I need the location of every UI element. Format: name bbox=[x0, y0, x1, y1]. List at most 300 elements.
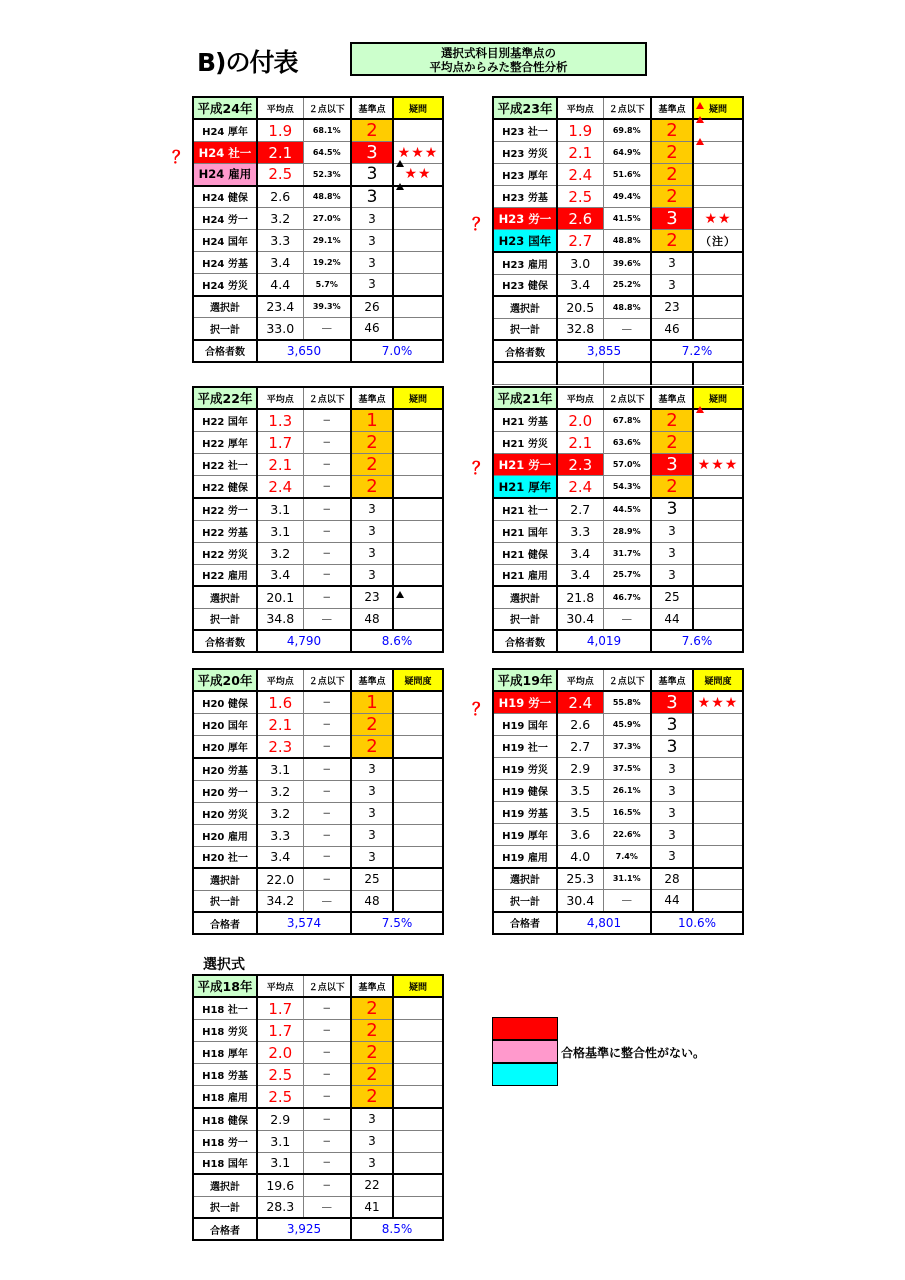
avg-cell: 3.4 bbox=[257, 564, 303, 586]
doubt-cell bbox=[393, 252, 443, 274]
triangle-marker-icon bbox=[696, 138, 704, 145]
passers-label: 合格者数 bbox=[193, 630, 257, 652]
doubt-cell bbox=[393, 714, 443, 736]
empty-row bbox=[493, 362, 743, 384]
below2-cell: － bbox=[303, 780, 351, 802]
table-h21 bbox=[492, 386, 744, 653]
below2-header: ２点以下 bbox=[603, 669, 651, 691]
avg-cell: 2.1 bbox=[257, 454, 303, 476]
total-below2: － bbox=[603, 890, 651, 912]
doubt-cell bbox=[393, 564, 443, 586]
avg-cell: 3.4 bbox=[557, 542, 603, 564]
avg-cell: 2.5 bbox=[557, 186, 603, 208]
triangle-marker-icon bbox=[696, 116, 704, 123]
legend-swatch-pink bbox=[492, 1040, 558, 1063]
doubt-cell bbox=[693, 476, 743, 499]
total-doubt bbox=[693, 586, 743, 608]
standard-cell: 3 bbox=[651, 454, 693, 476]
total-label: 択一計 bbox=[493, 608, 557, 630]
total-avg: 25.3 bbox=[557, 868, 603, 890]
table-row bbox=[493, 119, 743, 142]
passers-row bbox=[493, 340, 743, 362]
total-doubt bbox=[693, 608, 743, 630]
standard-cell: 2 bbox=[651, 432, 693, 454]
table-row bbox=[193, 846, 443, 868]
below2-cell: 67.8% bbox=[603, 409, 651, 432]
total-below2: 46.7% bbox=[603, 586, 651, 608]
total-choice-row bbox=[493, 608, 743, 630]
subject-cell: H23 雇用 bbox=[493, 252, 557, 274]
below2-cell: 39.6% bbox=[603, 252, 651, 274]
avg-header: 平均点 bbox=[557, 387, 603, 409]
avg-cell: 2.0 bbox=[557, 409, 603, 432]
avg-header: 平均点 bbox=[257, 975, 303, 997]
standard-cell: 3 bbox=[351, 1152, 393, 1174]
total-select-row bbox=[193, 586, 443, 608]
subject-cell: H24 労災 bbox=[193, 274, 257, 296]
subject-cell: H21 労災 bbox=[493, 432, 557, 454]
table-row bbox=[493, 758, 743, 780]
title-line-2: 平均点からみた整合性分析 bbox=[429, 60, 568, 74]
table-row bbox=[493, 802, 743, 824]
passers-count: 3,574 bbox=[257, 912, 351, 934]
doubt-cell bbox=[393, 1108, 443, 1130]
total-standard: 44 bbox=[651, 890, 693, 912]
doubt-cell bbox=[393, 691, 443, 714]
passers-row bbox=[493, 630, 743, 652]
below2-cell: 5.7% bbox=[303, 274, 351, 296]
question-mark-h21: ？ bbox=[472, 459, 489, 479]
subject-cell: H21 国年 bbox=[493, 520, 557, 542]
table-row bbox=[193, 274, 443, 296]
table-row bbox=[493, 542, 743, 564]
standard-cell: 2 bbox=[351, 997, 393, 1020]
standard-cell: 2 bbox=[351, 1064, 393, 1086]
doubt-cell bbox=[393, 542, 443, 564]
standard-cell: 3 bbox=[351, 758, 393, 780]
passers-rate: 8.5% bbox=[351, 1218, 443, 1240]
standard-cell: 3 bbox=[651, 542, 693, 564]
below2-cell: 48.8% bbox=[603, 230, 651, 253]
table-row bbox=[193, 432, 443, 454]
total-label: 択一計 bbox=[193, 1196, 257, 1218]
section-label: 選択式 bbox=[203, 957, 245, 973]
doubt-cell bbox=[393, 1064, 443, 1086]
subject-cell: H21 健保 bbox=[493, 542, 557, 564]
table-row bbox=[193, 1108, 443, 1130]
avg-cell: 3.2 bbox=[257, 802, 303, 824]
total-doubt bbox=[693, 318, 743, 340]
table-row bbox=[193, 1130, 443, 1152]
doubt-cell bbox=[693, 520, 743, 542]
total-select-row bbox=[193, 296, 443, 318]
avg-header: 平均点 bbox=[257, 669, 303, 691]
standard-cell: 3 bbox=[351, 164, 393, 186]
subject-cell: H19 社一 bbox=[493, 736, 557, 758]
standard-header: 基準点 bbox=[351, 669, 393, 691]
subject-cell: H22 社一 bbox=[193, 454, 257, 476]
subject-cell: H24 厚年 bbox=[193, 119, 257, 142]
below2-header: ２点以下 bbox=[603, 97, 651, 119]
avg-cell: 1.7 bbox=[257, 432, 303, 454]
passers-row bbox=[193, 340, 443, 362]
total-doubt bbox=[693, 868, 743, 890]
total-below2: 39.3% bbox=[303, 296, 351, 318]
subject-cell: H20 国年 bbox=[193, 714, 257, 736]
avg-cell: 2.6 bbox=[257, 186, 303, 208]
question-mark-h19: ？ bbox=[472, 700, 489, 720]
subject-cell: H18 社一 bbox=[193, 997, 257, 1020]
subject-cell: H19 雇用 bbox=[493, 846, 557, 868]
empty-cell bbox=[493, 362, 557, 384]
total-standard: 46 bbox=[351, 318, 393, 340]
doubt-cell bbox=[693, 758, 743, 780]
table-header-row bbox=[193, 387, 443, 409]
below2-cell: － bbox=[303, 498, 351, 520]
passers-count: 3,925 bbox=[257, 1218, 351, 1240]
below2-cell: 63.6% bbox=[603, 432, 651, 454]
below2-cell: － bbox=[303, 432, 351, 454]
table-row bbox=[193, 186, 443, 208]
doubt-header: 疑問 bbox=[393, 387, 443, 409]
standard-cell: 2 bbox=[351, 1042, 393, 1064]
subject-cell: H23 国年 bbox=[493, 230, 557, 253]
subject-cell: H18 国年 bbox=[193, 1152, 257, 1174]
year-header: 平成21年 bbox=[493, 387, 557, 409]
doubt-header: 疑問 bbox=[393, 975, 443, 997]
avg-cell: 2.5 bbox=[257, 1086, 303, 1109]
avg-cell: 3.6 bbox=[557, 824, 603, 846]
avg-cell: 2.5 bbox=[257, 1064, 303, 1086]
doubt-header: 疑問 bbox=[693, 97, 743, 119]
standard-cell: 3 bbox=[351, 498, 393, 520]
doubt-header: 疑問 bbox=[393, 97, 443, 119]
total-label: 選択計 bbox=[193, 868, 257, 890]
below2-cell: － bbox=[303, 1130, 351, 1152]
standard-header: 基準点 bbox=[651, 669, 693, 691]
subject-cell: H20 労災 bbox=[193, 802, 257, 824]
subject-cell: H20 労一 bbox=[193, 780, 257, 802]
avg-cell: 1.7 bbox=[257, 1020, 303, 1042]
doubt-cell bbox=[393, 1042, 443, 1064]
below2-cell: 25.7% bbox=[603, 564, 651, 586]
total-label: 択一計 bbox=[493, 318, 557, 340]
doubt-cell: ★★★ bbox=[693, 691, 743, 714]
subject-cell: H22 健保 bbox=[193, 476, 257, 499]
table-row bbox=[493, 476, 743, 499]
avg-cell: 2.6 bbox=[557, 208, 603, 230]
table-h18 bbox=[192, 974, 444, 1241]
below2-cell: － bbox=[303, 846, 351, 868]
below2-cell: 51.6% bbox=[603, 164, 651, 186]
subject-cell: H19 労一 bbox=[493, 691, 557, 714]
table-header-row bbox=[193, 97, 443, 119]
triangle-marker-icon bbox=[696, 406, 704, 413]
standard-cell: 3 bbox=[351, 208, 393, 230]
passers-label: 合格者数 bbox=[193, 340, 257, 362]
table-row bbox=[193, 164, 443, 186]
standard-cell: 3 bbox=[651, 846, 693, 868]
standard-cell: 3 bbox=[651, 714, 693, 736]
table-row bbox=[193, 409, 443, 432]
table-row bbox=[193, 1020, 443, 1042]
total-below2: － bbox=[303, 1196, 351, 1218]
total-avg: 23.4 bbox=[257, 296, 303, 318]
total-label: 択一計 bbox=[193, 890, 257, 912]
table-row bbox=[193, 520, 443, 542]
table-row bbox=[493, 252, 743, 274]
subject-cell: H20 厚年 bbox=[193, 736, 257, 759]
doubt-cell bbox=[393, 186, 443, 208]
total-below2: － bbox=[303, 318, 351, 340]
standard-cell: 2 bbox=[651, 119, 693, 142]
year-header: 平成24年 bbox=[193, 97, 257, 119]
passers-label: 合格者 bbox=[493, 912, 557, 934]
avg-cell: 3.1 bbox=[257, 520, 303, 542]
table-row bbox=[193, 142, 443, 164]
subject-cell: H24 労基 bbox=[193, 252, 257, 274]
passers-count: 3,855 bbox=[557, 340, 651, 362]
total-below2: － bbox=[303, 608, 351, 630]
table-row bbox=[493, 164, 743, 186]
passers-rate: 7.6% bbox=[651, 630, 743, 652]
below2-cell: － bbox=[303, 758, 351, 780]
total-below2: 31.1% bbox=[603, 868, 651, 890]
total-doubt bbox=[393, 318, 443, 340]
subject-cell: H21 厚年 bbox=[493, 476, 557, 499]
doubt-cell bbox=[393, 1020, 443, 1042]
year-header: 平成22年 bbox=[193, 387, 257, 409]
below2-cell: 68.1% bbox=[303, 119, 351, 142]
below2-cell: 22.6% bbox=[603, 824, 651, 846]
standard-cell: 3 bbox=[351, 542, 393, 564]
table-row bbox=[193, 208, 443, 230]
standard-cell: 3 bbox=[351, 252, 393, 274]
total-choice-row bbox=[193, 318, 443, 340]
doubt-cell bbox=[693, 780, 743, 802]
subject-cell: H22 労災 bbox=[193, 542, 257, 564]
year-header: 平成19年 bbox=[493, 669, 557, 691]
total-label: 選択計 bbox=[493, 296, 557, 318]
total-label: 択一計 bbox=[193, 318, 257, 340]
below2-cell: － bbox=[303, 520, 351, 542]
subject-cell: H20 労基 bbox=[193, 758, 257, 780]
avg-cell: 3.4 bbox=[257, 252, 303, 274]
empty-cell bbox=[693, 362, 743, 384]
subject-cell: H22 労基 bbox=[193, 520, 257, 542]
total-label: 選択計 bbox=[493, 868, 557, 890]
doubt-header: 疑問 bbox=[693, 387, 743, 409]
avg-cell: 3.2 bbox=[257, 780, 303, 802]
below2-cell: 49.4% bbox=[603, 186, 651, 208]
avg-cell: 3.2 bbox=[257, 542, 303, 564]
total-standard: 23 bbox=[651, 296, 693, 318]
subject-cell: H24 雇用 bbox=[193, 164, 257, 186]
table-header-row bbox=[193, 975, 443, 997]
doubt-cell: （注） bbox=[693, 230, 743, 253]
standard-cell: 2 bbox=[651, 164, 693, 186]
avg-cell: 3.1 bbox=[257, 1152, 303, 1174]
total-doubt bbox=[393, 1196, 443, 1218]
subject-cell: H21 社一 bbox=[493, 498, 557, 520]
total-label: 択一計 bbox=[493, 890, 557, 912]
avg-cell: 1.9 bbox=[257, 119, 303, 142]
below2-header: ２点以下 bbox=[303, 669, 351, 691]
total-avg: 20.5 bbox=[557, 296, 603, 318]
title-box bbox=[350, 42, 647, 76]
subject-cell: H19 労災 bbox=[493, 758, 557, 780]
total-standard: 26 bbox=[351, 296, 393, 318]
avg-header: 平均点 bbox=[257, 97, 303, 119]
total-choice-row bbox=[193, 890, 443, 912]
doubt-cell bbox=[393, 230, 443, 252]
standard-cell: 3 bbox=[351, 230, 393, 252]
total-below2: － bbox=[303, 890, 351, 912]
below2-cell: － bbox=[303, 1020, 351, 1042]
subject-cell: H21 労一 bbox=[493, 454, 557, 476]
table-row bbox=[193, 498, 443, 520]
avg-cell: 3.1 bbox=[257, 758, 303, 780]
avg-cell: 3.4 bbox=[557, 274, 603, 296]
below2-cell: 55.8% bbox=[603, 691, 651, 714]
below2-cell: － bbox=[303, 1042, 351, 1064]
doubt-cell bbox=[693, 714, 743, 736]
standard-cell: 3 bbox=[651, 520, 693, 542]
avg-cell: 2.4 bbox=[557, 691, 603, 714]
avg-cell: 2.1 bbox=[557, 142, 603, 164]
standard-cell: 2 bbox=[651, 230, 693, 253]
total-select-row bbox=[493, 868, 743, 890]
below2-cell: 31.7% bbox=[603, 542, 651, 564]
subject-cell: H23 労基 bbox=[493, 186, 557, 208]
total-doubt bbox=[393, 890, 443, 912]
below2-cell: 7.4% bbox=[603, 846, 651, 868]
doubt-cell bbox=[393, 454, 443, 476]
subject-cell: H20 雇用 bbox=[193, 824, 257, 846]
below2-cell: － bbox=[303, 564, 351, 586]
doubt-cell bbox=[393, 846, 443, 868]
avg-cell: 2.4 bbox=[257, 476, 303, 499]
standard-cell: 3 bbox=[651, 274, 693, 296]
table-row bbox=[493, 432, 743, 454]
doubt-cell bbox=[393, 758, 443, 780]
table-row bbox=[193, 1152, 443, 1174]
subject-cell: H23 労一 bbox=[493, 208, 557, 230]
table-row bbox=[193, 1042, 443, 1064]
subject-cell: H22 厚年 bbox=[193, 432, 257, 454]
total-avg: 28.3 bbox=[257, 1196, 303, 1218]
subject-cell: H24 健保 bbox=[193, 186, 257, 208]
subject-cell: H22 国年 bbox=[193, 409, 257, 432]
standard-cell: 2 bbox=[651, 186, 693, 208]
below2-cell: － bbox=[303, 476, 351, 499]
standard-cell: 2 bbox=[351, 1086, 393, 1109]
below2-cell: 29.1% bbox=[303, 230, 351, 252]
doubt-cell bbox=[393, 208, 443, 230]
subject-cell: H20 健保 bbox=[193, 691, 257, 714]
year-header: 平成18年 bbox=[193, 975, 257, 997]
total-select-row bbox=[193, 868, 443, 890]
total-avg: 21.8 bbox=[557, 586, 603, 608]
standard-cell: 3 bbox=[651, 252, 693, 274]
total-label: 選択計 bbox=[193, 1174, 257, 1196]
avg-header: 平均点 bbox=[557, 97, 603, 119]
total-avg: 34.2 bbox=[257, 890, 303, 912]
standard-cell: 3 bbox=[651, 736, 693, 758]
table-row bbox=[493, 186, 743, 208]
avg-cell: 2.7 bbox=[557, 498, 603, 520]
passers-label: 合格者数 bbox=[493, 630, 557, 652]
passers-row bbox=[493, 912, 743, 934]
subject-cell: H19 健保 bbox=[493, 780, 557, 802]
subject-cell: H20 社一 bbox=[193, 846, 257, 868]
total-avg: 33.0 bbox=[257, 318, 303, 340]
below2-cell: － bbox=[303, 802, 351, 824]
below2-cell: － bbox=[303, 1064, 351, 1086]
avg-cell: 2.5 bbox=[257, 164, 303, 186]
total-choice-row bbox=[493, 890, 743, 912]
avg-cell: 2.6 bbox=[557, 714, 603, 736]
below2-cell: 16.5% bbox=[603, 802, 651, 824]
below2-cell: 19.2% bbox=[303, 252, 351, 274]
standard-cell: 3 bbox=[651, 824, 693, 846]
doubt-cell bbox=[393, 274, 443, 296]
total-label: 選択計 bbox=[493, 586, 557, 608]
table-row bbox=[493, 208, 743, 230]
doubt-cell bbox=[393, 824, 443, 846]
total-below2: 48.8% bbox=[603, 296, 651, 318]
passers-row bbox=[193, 1218, 443, 1240]
standard-cell: 3 bbox=[351, 520, 393, 542]
standard-cell: 3 bbox=[351, 1108, 393, 1130]
table-h24 bbox=[192, 96, 444, 363]
table-header-row bbox=[193, 669, 443, 691]
standard-cell: 3 bbox=[351, 780, 393, 802]
total-avg: 30.4 bbox=[557, 608, 603, 630]
standard-cell: 2 bbox=[351, 432, 393, 454]
passers-count: 3,650 bbox=[257, 340, 351, 362]
total-standard: 23 bbox=[351, 586, 393, 608]
total-below2: － bbox=[603, 608, 651, 630]
below2-cell: 57.0% bbox=[603, 454, 651, 476]
standard-cell: 3 bbox=[351, 142, 393, 164]
standard-header: 基準点 bbox=[351, 97, 393, 119]
avg-cell: 4.4 bbox=[257, 274, 303, 296]
total-choice-row bbox=[493, 318, 743, 340]
total-avg: 19.6 bbox=[257, 1174, 303, 1196]
total-below2: － bbox=[303, 586, 351, 608]
table-h20 bbox=[192, 668, 444, 935]
below2-cell: － bbox=[303, 824, 351, 846]
standard-cell: 3 bbox=[651, 758, 693, 780]
doubt-cell bbox=[393, 409, 443, 432]
table-h22 bbox=[192, 386, 444, 653]
passers-rate: 8.6% bbox=[351, 630, 443, 652]
below2-cell: 69.8% bbox=[603, 119, 651, 142]
total-doubt bbox=[393, 1174, 443, 1196]
table-row bbox=[193, 736, 443, 759]
table-row bbox=[193, 454, 443, 476]
below2-cell: － bbox=[303, 542, 351, 564]
table-row bbox=[493, 714, 743, 736]
doubt-cell: ★★ bbox=[693, 208, 743, 230]
table-row bbox=[193, 1086, 443, 1109]
table-row bbox=[493, 409, 743, 432]
total-standard: 41 bbox=[351, 1196, 393, 1218]
standard-cell: 3 bbox=[351, 824, 393, 846]
below2-cell: － bbox=[303, 1086, 351, 1109]
table-row bbox=[193, 997, 443, 1020]
